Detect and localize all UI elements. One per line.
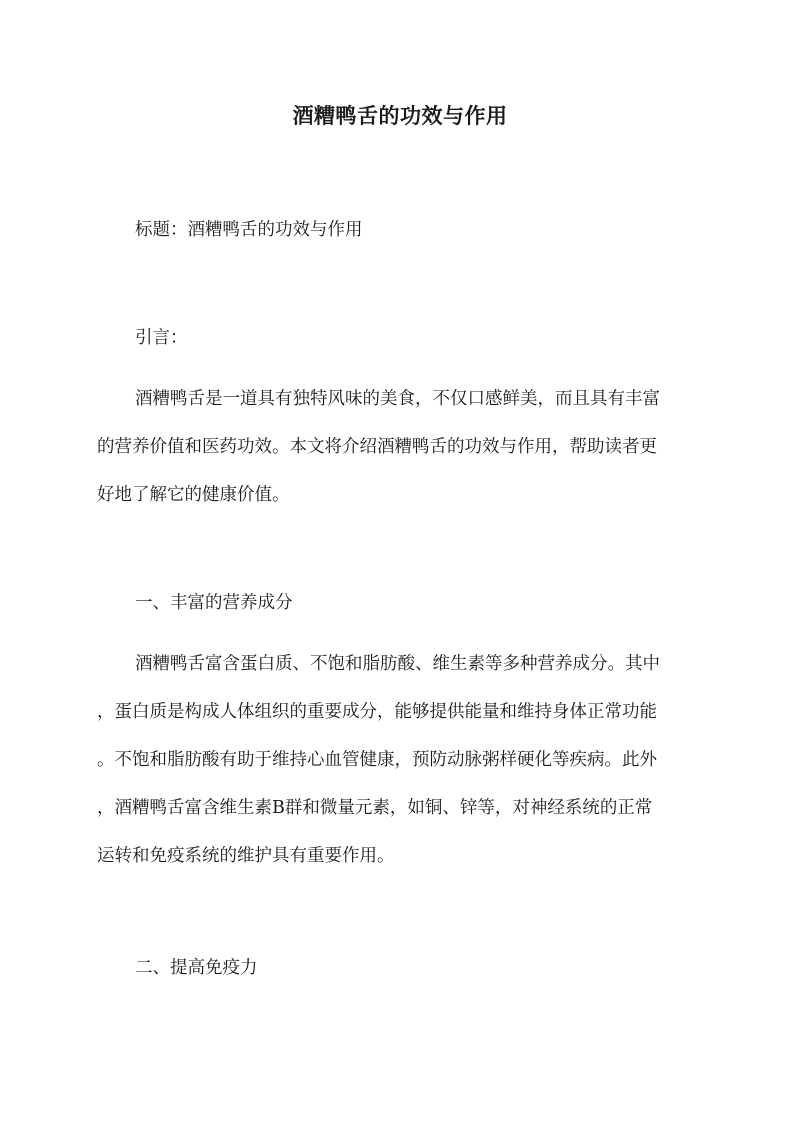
section-heading: 二、提高免疫力 [135,958,258,978]
intro-paragraph-line: 的营养价值和医药功效。本文将介绍酒糟鸭舌的功效与作用，帮助读者更 [97,437,657,457]
intro-label: 引言： [135,328,188,348]
section1-paragraph-line: ，蛋白质是构成人体组织的重要成分，能够提供能量和维持身体正常功能 [97,702,657,722]
intro-paragraph-line: 酒糟鸭舌是一道具有独特风味的美食，不仅口感鲜美，而且具有丰富 [135,389,660,409]
section-heading: 一、丰富的营养成分 [135,593,293,613]
intro-paragraph-line: 好地了解它的健康价值。 [97,485,290,505]
document-title: 酒糟鸭舌的功效与作用 [292,103,508,128]
section1-paragraph-line: 酒糟鸭舌富含蛋白质、不饱和脂肪酸、维生素等多种营养成分。其中 [135,654,660,674]
section1-paragraph-line: ，酒糟鸭舌富含维生素B群和微量元素，如铜、锌等，对神经系统的正常 [97,798,653,818]
section1-paragraph-line: 运转和免疫系统的维护具有重要作用。 [97,846,395,866]
section1-paragraph-line: 。不饱和脂肪酸有助于维持心血管健康，预防动脉粥样硬化等疾病。此外 [97,750,657,770]
heading-line: 标题：酒糟鸭舌的功效与作用 [135,220,363,240]
